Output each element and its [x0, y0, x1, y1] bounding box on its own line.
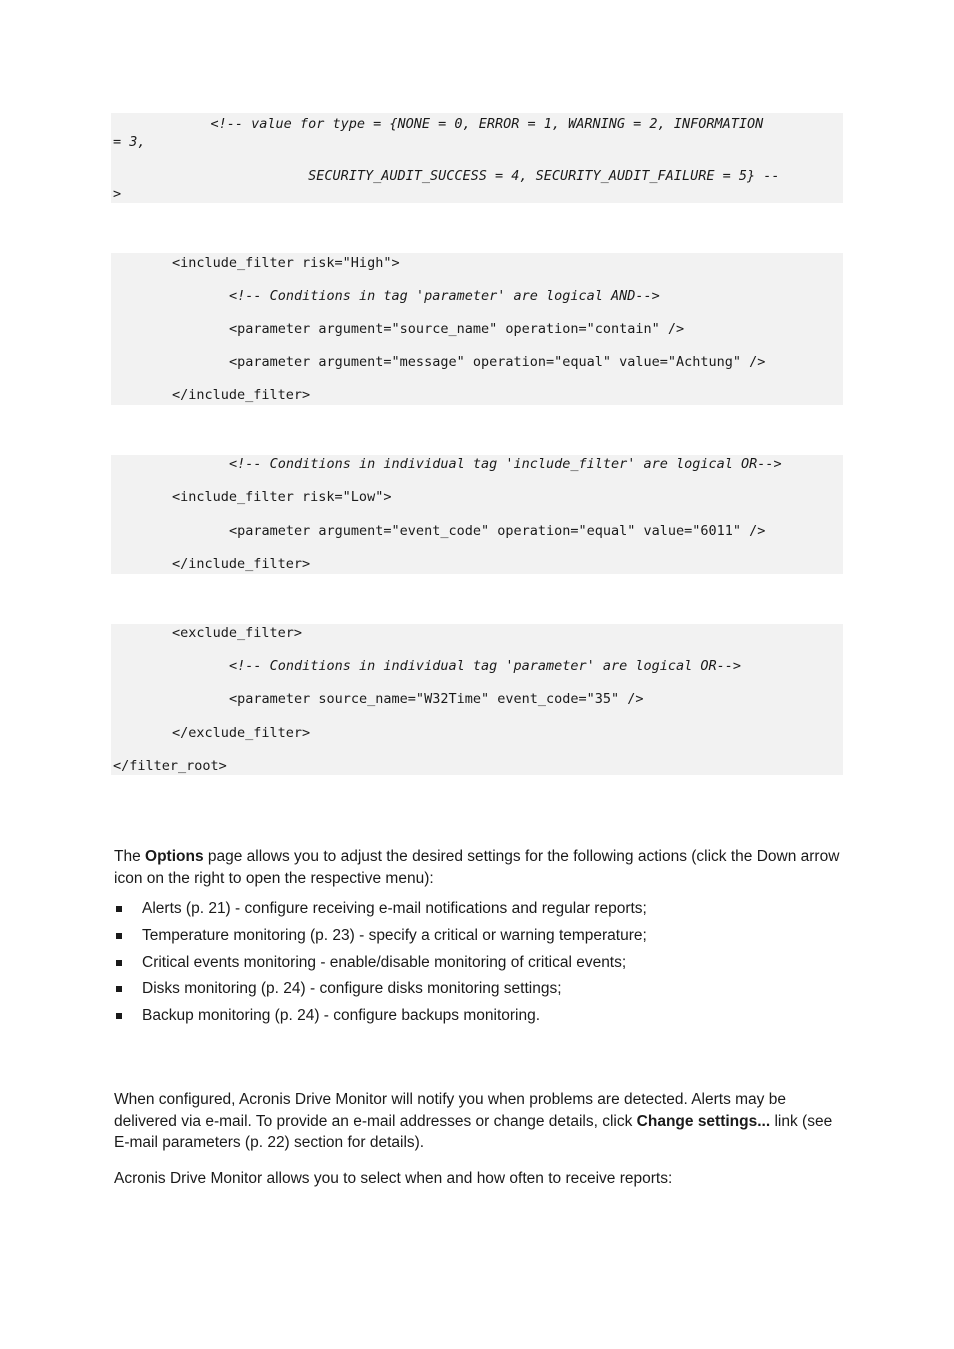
code-block-type-comment: [111, 113, 843, 203]
code-line: </include_filter>: [172, 387, 311, 403]
code-line: <exclude_filter>: [172, 625, 303, 641]
code-line: <parameter argument="event_code" operation="equal" value="6011" />: [229, 523, 766, 539]
square-bullet-icon: [116, 933, 122, 939]
list-item: [114, 897, 844, 924]
code-block-include-high: [111, 253, 843, 405]
code-line: </filter_root>: [113, 758, 227, 774]
code-line: <!-- Conditions in individual tag 'parameter' are logical OR-->: [229, 658, 742, 674]
square-bullet-icon: [116, 960, 122, 966]
change-settings-link-text: Change settings...: [636, 1112, 771, 1130]
list-item: [114, 977, 844, 1004]
code-line: </include_filter>: [172, 556, 311, 572]
code-line: <parameter argument="source_name" operation="contain" />: [229, 321, 685, 337]
reports-paragraph: Acronis Drive Monitor allows you to select when and how often to receive reports:: [114, 1170, 673, 1187]
list-item-text: Temperature monitoring (p. 23) - specify a critical or warning temperature;: [142, 926, 647, 944]
square-bullet-icon: [116, 986, 122, 992]
square-bullet-icon: [116, 1013, 122, 1019]
square-bullet-icon: [116, 906, 122, 912]
list-item-text: Backup monitoring (p. 24) - configure backups monitoring.: [142, 1007, 541, 1025]
options-bold: Options: [145, 848, 204, 865]
code-line: <parameter argument="message" operation="equal" value="Achtung" />: [229, 354, 766, 370]
code-block-include-low: [111, 455, 843, 574]
list-item-text: Disks monitoring (p. 24) - configure disks monitoring settings;: [142, 980, 562, 998]
alerts-text: link (see E-mail parameters (p. 22) section for details).: [114, 1112, 833, 1151]
code-line: <!-- Conditions in tag 'parameter' are logical AND-->: [229, 288, 660, 304]
options-intro-paragraph: [114, 846, 844, 889]
list-item: [114, 1004, 844, 1031]
code-line: >: [113, 186, 122, 202]
code-line: <!-- Conditions in individual tag 'include_filter' are logical OR-->: [229, 456, 782, 472]
options-intro-text: page allows you to adjust the desired settings for the following actions (click the Down arrow icon on the right to open the respective menu):: [114, 848, 840, 887]
list-item-text: Alerts (p. 21) - configure receiving e-mail notifications and regular reports;: [142, 900, 647, 917]
options-bullet-list: [114, 897, 844, 1031]
list-item: [114, 951, 844, 978]
code-line: SECURITY_AUDIT_SUCCESS = 4, SECURITY_AUDIT_FAILURE = 5} --: [113, 168, 780, 184]
alerts-text: When configured, Acronis Drive Monitor will notify you when problems are detected. Alerts may be delivered via e-mail. To provide an e-mail addresses or change details, click: [114, 1091, 786, 1130]
alerts-paragraph: [114, 1089, 844, 1154]
code-line: = 3,: [113, 134, 146, 150]
list-item-text: Critical events monitoring - enable/disable monitoring of critical events;: [142, 953, 627, 971]
list-item: [114, 924, 844, 951]
code-line: <parameter source_name="W32Time" event_code="35" />: [229, 691, 644, 707]
code-line: <include_filter risk="Low">: [172, 489, 392, 505]
code-line: <!-- value for type = {NONE = 0, ERROR = 1, WARNING = 2, INFORMATION: [113, 116, 764, 132]
code-block-exclude: [111, 624, 843, 775]
options-intro-text: The: [114, 848, 146, 865]
code-line: </exclude_filter>: [172, 725, 311, 741]
code-line: <include_filter risk="High">: [172, 255, 400, 271]
